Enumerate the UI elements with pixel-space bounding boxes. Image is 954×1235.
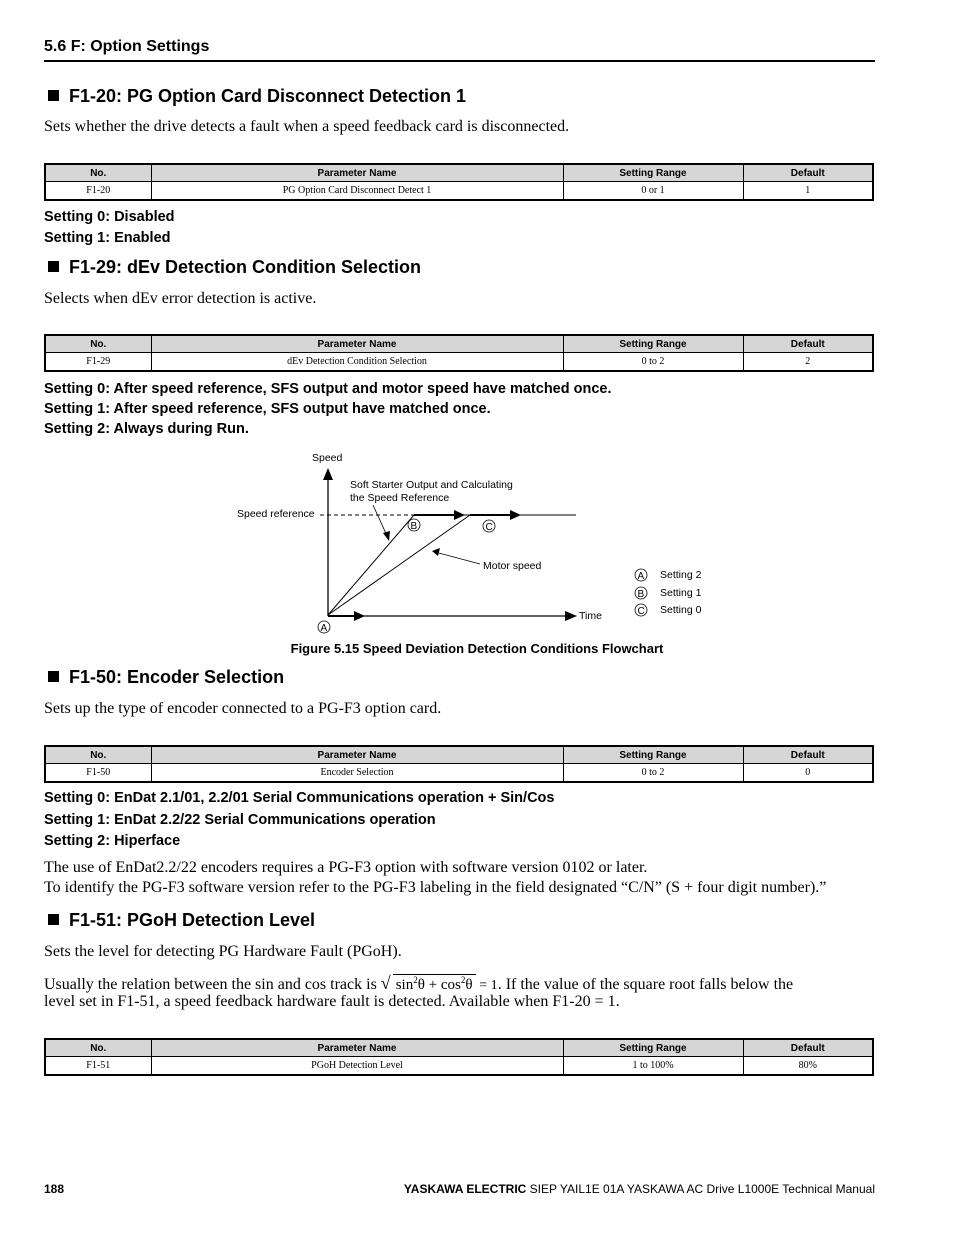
- f1-20-setting-0: Setting 0: Disabled: [44, 209, 175, 225]
- cell-default: 2: [743, 353, 873, 372]
- col-header-default: Default: [743, 335, 873, 353]
- f1-51-relation-line: [44, 973, 793, 994]
- cell-no: F1-20: [45, 182, 151, 201]
- formula-sin: sin: [395, 977, 414, 993]
- y-axis-arrow-icon: [323, 468, 333, 480]
- bullet-square-icon: [48, 914, 59, 925]
- f1-50-setting-0: Setting 0: EnDat 2.1/01, 2.2/01 Serial Communications operation + Sin/Cos: [44, 790, 555, 806]
- cell-default: 80%: [743, 1057, 873, 1076]
- col-header-default: Default: [743, 1039, 873, 1057]
- speed-reference-label: Speed reference: [237, 508, 315, 520]
- arrow-c-icon: [510, 510, 521, 520]
- col-header-setting-range: Setting Range: [563, 746, 743, 764]
- section-header: 5.6 F: Option Settings: [44, 38, 210, 55]
- x-axis-label: Time: [579, 610, 602, 622]
- f1-50-setting-1: Setting 1: EnDat 2.2/22 Serial Communications operation: [44, 812, 436, 828]
- sqrt-radicand: [393, 974, 476, 994]
- diagram-legend: [635, 569, 702, 617]
- y-axis-label: Speed: [312, 452, 343, 464]
- cell-parameter-name: Encoder Selection: [151, 764, 563, 783]
- table-row: [45, 182, 873, 201]
- f1-50-description: Sets up the type of encoder connected to a PG-F3 option card.: [44, 700, 442, 717]
- table-header-row: [45, 746, 873, 764]
- col-header-no: No.: [45, 335, 151, 353]
- section-header-rule: [44, 60, 875, 62]
- heading-f1-51-text: F1-51: PGoH Detection Level: [69, 910, 316, 930]
- heading-f1-50: [48, 667, 284, 688]
- cell-no: F1-50: [45, 764, 151, 783]
- motor-speed-ramp: [328, 515, 470, 615]
- footer-doc-title: SIEP YAIL1E 01A YASKAWA AC Drive L1000E Technical Manual: [526, 1182, 875, 1196]
- col-header-parameter-name: Parameter Name: [151, 164, 563, 182]
- table-row: [45, 764, 873, 783]
- f1-20-parameter-table: [44, 163, 874, 201]
- x-axis-arrow-icon: [565, 611, 577, 621]
- legend-text-setting-1: Setting 1: [660, 587, 702, 599]
- table-row: [45, 353, 873, 372]
- motor-speed-label: Motor speed: [483, 560, 542, 572]
- cell-default: 1: [743, 182, 873, 201]
- speed-deviation-diagram: [230, 448, 730, 638]
- col-header-setting-range: Setting Range: [563, 164, 743, 182]
- heading-f1-51: [48, 910, 315, 931]
- relation-prefix: Usually the relation between the sin and cos track is: [44, 976, 377, 993]
- legend-text-setting-0: Setting 0: [660, 604, 702, 616]
- formula-exponent: 2: [460, 975, 466, 985]
- cell-parameter-name: PG Option Card Disconnect Detect 1: [151, 182, 563, 201]
- f1-20-description: Sets whether the drive detects a fault when a speed feedback card is disconnected.: [44, 118, 570, 135]
- cell-default: 0: [743, 764, 873, 783]
- legend-marker-b: B: [637, 589, 645, 600]
- col-header-parameter-name: Parameter Name: [151, 335, 563, 353]
- cell-setting-range: 1 to 100%: [563, 1057, 743, 1076]
- sqrt-formula: [381, 973, 498, 994]
- formula-plus-cos: θ + cos: [417, 977, 461, 993]
- table-header-row: [45, 335, 873, 353]
- heading-f1-20-text: F1-20: PG Option Card Disconnect Detection 1: [69, 86, 467, 106]
- cell-setting-range: 0 or 1: [563, 182, 743, 201]
- table-row: [45, 1057, 873, 1076]
- legend-marker-a: A: [637, 571, 645, 582]
- page-number: 188: [44, 1182, 65, 1196]
- heading-f1-29: [48, 257, 421, 278]
- legend-marker-c: C: [637, 606, 645, 617]
- col-header-setting-range: Setting Range: [563, 335, 743, 353]
- motor-speed-leader-arrow-icon: [432, 548, 440, 556]
- marker-c-label: C: [485, 522, 493, 533]
- f1-50-parameter-table: [44, 745, 874, 783]
- heading-f1-50-text: F1-50: Encoder Selection: [69, 667, 285, 687]
- col-header-parameter-name: Parameter Name: [151, 746, 563, 764]
- figure-caption: Figure 5.15 Speed Deviation Detection Conditions Flowchart: [290, 641, 664, 656]
- soft-starter-label-line2: the Speed Reference: [350, 492, 450, 504]
- f1-51-parameter-table: [44, 1038, 874, 1076]
- col-header-setting-range: Setting Range: [563, 1039, 743, 1057]
- f1-29-setting-2: Setting 2: Always during Run.: [44, 421, 249, 437]
- table-header-row: [45, 1039, 873, 1057]
- soft-starter-ramp: [328, 515, 414, 615]
- marker-a-label: A: [320, 623, 328, 634]
- cell-parameter-name: dEv Detection Condition Selection: [151, 353, 563, 372]
- col-header-no: No.: [45, 1039, 151, 1057]
- formula-theta: θ: [465, 977, 473, 993]
- cell-no: F1-29: [45, 353, 151, 372]
- relation-suffix: . If the value of the square root falls below the: [497, 976, 794, 993]
- cell-parameter-name: PGoH Detection Level: [151, 1057, 563, 1076]
- f1-50-setting-2: Setting 2: Hiperface: [44, 833, 181, 849]
- formula-exponent: 2: [413, 975, 418, 985]
- footer-company: YASKAWA ELECTRIC: [403, 1182, 527, 1196]
- motor-speed-leader-line: [435, 552, 480, 564]
- bullet-square-icon: [48, 671, 59, 682]
- f1-20-setting-1: Setting 1: Enabled: [44, 230, 171, 246]
- cell-setting-range: 0 to 2: [563, 764, 743, 783]
- formula-equals: = 1: [479, 978, 498, 993]
- soft-starter-leader-arrow-icon: [383, 531, 390, 541]
- f1-51-relation-line2: level set in F1-51, a speed feedback hardware fault is detected. Available when F1-20 = 1.: [44, 993, 620, 1010]
- f1-51-description: Sets the level for detecting PG Hardware Fault (PGoH).: [44, 943, 402, 960]
- arrow-b-icon: [454, 510, 465, 520]
- table-header-row: [45, 164, 873, 182]
- cell-setting-range: 0 to 2: [563, 353, 743, 372]
- f1-50-note-line1: The use of EnDat2.2/22 encoders requires a PG-F3 option with software version 0102 or later.: [44, 859, 648, 876]
- sqrt-radical-icon: √: [380, 973, 391, 993]
- cell-no: F1-51: [45, 1057, 151, 1076]
- f1-29-setting-1: Setting 1: After speed reference, SFS output have matched once.: [44, 401, 491, 417]
- marker-b-label: B: [410, 521, 418, 532]
- heading-f1-29-text: F1-29: dEv Detection Condition Selection: [69, 257, 422, 277]
- f1-50-note-line2: To identify the PG-F3 software version refer to the PG-F3 labeling in the field designated “C/N” (S + four digit number).”: [44, 879, 827, 896]
- col-header-parameter-name: Parameter Name: [151, 1039, 563, 1057]
- col-header-no: No.: [45, 746, 151, 764]
- col-header-default: Default: [743, 746, 873, 764]
- bullet-square-icon: [48, 90, 59, 101]
- soft-starter-label-line1: Soft Starter Output and Calculating: [350, 479, 513, 491]
- legend-text-setting-2: Setting 2: [660, 569, 702, 581]
- col-header-no: No.: [45, 164, 151, 182]
- footer-doc-info: [404, 1182, 875, 1196]
- heading-f1-20: [48, 86, 466, 107]
- bullet-square-icon: [48, 261, 59, 272]
- col-header-default: Default: [743, 164, 873, 182]
- f1-29-description: Selects when dEv error detection is active.: [44, 290, 317, 307]
- f1-29-setting-0: Setting 0: After speed reference, SFS output and motor speed have matched once.: [44, 381, 612, 397]
- f1-29-parameter-table: [44, 334, 874, 372]
- arrow-a-icon: [354, 611, 365, 621]
